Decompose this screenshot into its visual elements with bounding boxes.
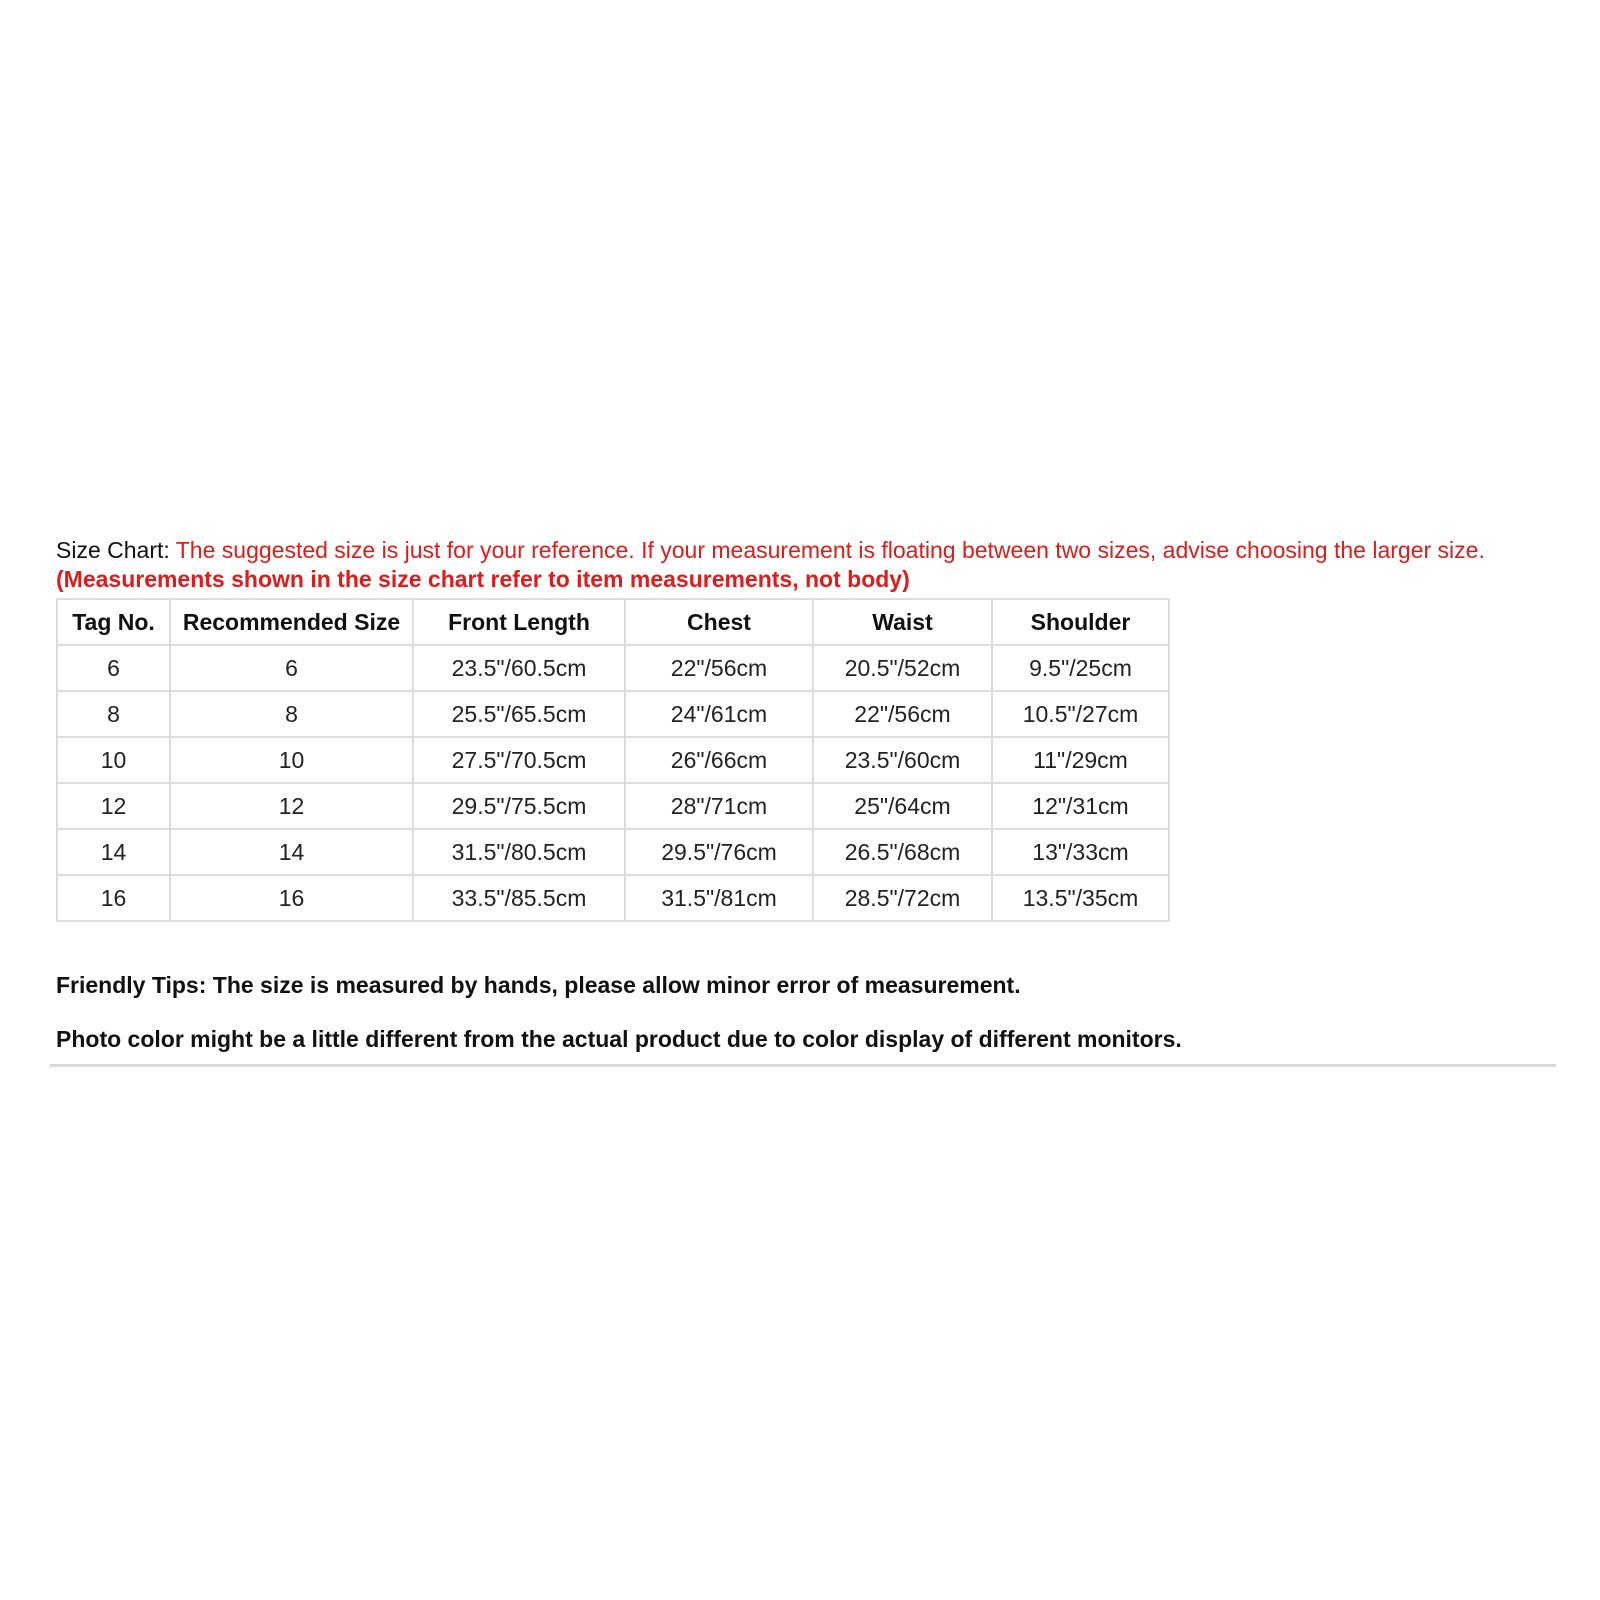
cell-shoulder: 10.5"/27cm [992, 691, 1169, 737]
cell-recommended-size: 8 [170, 691, 413, 737]
cell-chest: 26"/66cm [625, 737, 813, 783]
header-recommended-size: Recommended Size [170, 599, 413, 645]
cell-recommended-size: 6 [170, 645, 413, 691]
bottom-divider [50, 1064, 1556, 1067]
cell-waist: 26.5"/68cm [813, 829, 992, 875]
cell-waist: 22"/56cm [813, 691, 992, 737]
table-row [57, 691, 1169, 737]
header-waist: Waist [813, 599, 992, 645]
table-row [57, 645, 1169, 691]
cell-recommended-size: 16 [170, 875, 413, 921]
cell-tag-no: 8 [57, 691, 170, 737]
cell-waist: 28.5"/72cm [813, 875, 992, 921]
table-row [57, 737, 1169, 783]
cell-waist: 20.5"/52cm [813, 645, 992, 691]
table-body [57, 645, 1169, 921]
friendly-tip-color: Photo color might be a little different from the actual product due to color display of different monitors. [56, 1026, 1182, 1052]
cell-front-length: 33.5"/85.5cm [413, 875, 625, 921]
cell-chest: 31.5"/81cm [625, 875, 813, 921]
cell-chest: 29.5"/76cm [625, 829, 813, 875]
cell-chest: 22"/56cm [625, 645, 813, 691]
size-chart-label: Size Chart [56, 537, 164, 563]
cell-front-length: 29.5"/75.5cm [413, 783, 625, 829]
cell-recommended-size: 10 [170, 737, 413, 783]
table-row [57, 783, 1169, 829]
table-header-row [57, 599, 1169, 645]
header-chest: Chest [625, 599, 813, 645]
cell-tag-no: 14 [57, 829, 170, 875]
cell-front-length: 25.5"/65.5cm [413, 691, 625, 737]
cell-chest: 28"/71cm [625, 783, 813, 829]
cell-front-length: 23.5"/60.5cm [413, 645, 625, 691]
header-front-length: Front Length [413, 599, 625, 645]
cell-shoulder: 11"/29cm [992, 737, 1169, 783]
cell-tag-no: 12 [57, 783, 170, 829]
cell-shoulder: 13.5"/35cm [992, 875, 1169, 921]
cell-front-length: 31.5"/80.5cm [413, 829, 625, 875]
cell-shoulder: 13"/33cm [992, 829, 1169, 875]
table-row [57, 829, 1169, 875]
cell-tag-no: 6 [57, 645, 170, 691]
intro-separator: : [163, 537, 176, 563]
table-header [57, 599, 1169, 645]
header-shoulder: Shoulder [992, 599, 1169, 645]
cell-waist: 23.5"/60cm [813, 737, 992, 783]
cell-front-length: 27.5"/70.5cm [413, 737, 625, 783]
cell-tag-no: 16 [57, 875, 170, 921]
measurement-emphasis-note: (Measurements shown in the size chart refer to item measurements, not body) [56, 566, 910, 592]
size-reference-note: The suggested size is just for your reference. If your measurement is floating between two sizes, advise choosing the larger size. [175, 537, 1485, 563]
size-chart-intro [56, 536, 1556, 594]
cell-recommended-size: 14 [170, 829, 413, 875]
cell-waist: 25"/64cm [813, 783, 992, 829]
friendly-tip-measurement: Friendly Tips: The size is measured by hands, please allow minor error of measurement. [56, 972, 1021, 998]
cell-chest: 24"/61cm [625, 691, 813, 737]
header-tag-no: Tag No. [57, 599, 170, 645]
cell-recommended-size: 12 [170, 783, 413, 829]
cell-tag-no: 10 [57, 737, 170, 783]
size-chart-table [56, 598, 1170, 922]
table-row [57, 875, 1169, 921]
cell-shoulder: 9.5"/25cm [992, 645, 1169, 691]
cell-shoulder: 12"/31cm [992, 783, 1169, 829]
